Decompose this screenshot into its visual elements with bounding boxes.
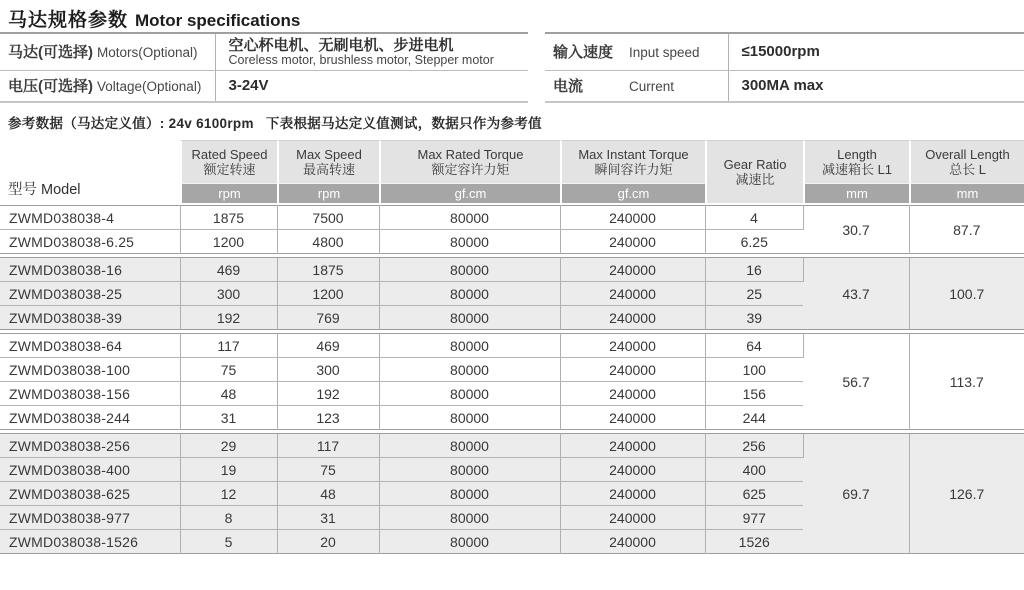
rated-speed-cell: 8 bbox=[180, 506, 277, 530]
main-spec-table bbox=[0, 140, 1024, 554]
value-main: 空心杯电机、无刷电机、步进电机 bbox=[228, 36, 454, 54]
gear-ratio-cell: 256 bbox=[705, 434, 803, 458]
max-speed-cell: 117 bbox=[277, 434, 379, 458]
gear-ratio-cell: 64 bbox=[705, 334, 803, 358]
max-instant-torque-cell: 240000 bbox=[560, 258, 705, 282]
rated-speed-cell: 12 bbox=[180, 482, 277, 506]
max-speed-cell: 1200 bbox=[277, 282, 379, 306]
table-row bbox=[0, 258, 1024, 282]
max-rated-torque-cell: 80000 bbox=[379, 434, 560, 458]
rated-speed-cell: 48 bbox=[180, 382, 277, 406]
motors-optional-label bbox=[0, 33, 215, 70]
model-cell: ZWMD038038-16 bbox=[0, 258, 180, 282]
model-cell: ZWMD038038-256 bbox=[0, 434, 180, 458]
rated-speed-cell: 1875 bbox=[180, 206, 277, 230]
column-header-max-rated-torque: Max Rated Torque 额定容许力矩 bbox=[379, 140, 560, 183]
gear-ratio-cell: 156 bbox=[705, 382, 803, 406]
max-rated-torque-cell: 80000 bbox=[379, 458, 560, 482]
max-rated-torque-cell: 80000 bbox=[379, 382, 560, 406]
table-row bbox=[0, 434, 1024, 458]
rated-speed-cell: 29 bbox=[180, 434, 277, 458]
max-speed-cell: 300 bbox=[277, 358, 379, 382]
model-cell: ZWMD038038-25 bbox=[0, 282, 180, 306]
model-cell: ZWMD038038-100 bbox=[0, 358, 180, 382]
overall-length-cell: 126.7 bbox=[949, 485, 985, 502]
unit-overall-length: mm bbox=[909, 183, 1024, 203]
max-instant-torque-cell: 240000 bbox=[560, 230, 705, 254]
model-cell: ZWMD038038-1526 bbox=[0, 530, 180, 554]
spec-group-table bbox=[0, 257, 1024, 330]
max-instant-torque-cell: 240000 bbox=[560, 530, 705, 554]
column-header-rated-speed: Rated Speed 额定转速 bbox=[180, 140, 277, 183]
max-rated-torque-cell: 80000 bbox=[379, 530, 560, 554]
column-header-model: 型号 Model bbox=[0, 140, 180, 203]
rated-speed-cell: 192 bbox=[180, 306, 277, 330]
column-header-max-instant-torque: Max Instant Torque 瞬间容许力矩 bbox=[560, 140, 705, 183]
max-speed-cell: 7500 bbox=[277, 206, 379, 230]
max-rated-torque-cell: 80000 bbox=[379, 306, 560, 330]
spec-group-table bbox=[0, 333, 1024, 430]
page-title bbox=[0, 0, 1024, 31]
column-header-length-l1: Length 减速箱长 L1 bbox=[803, 140, 909, 183]
model-cell: ZWMD038038-4 bbox=[0, 206, 180, 230]
gear-ratio-cell: 977 bbox=[705, 506, 803, 530]
max-rated-torque-cell: 80000 bbox=[379, 406, 560, 430]
rated-speed-cell: 117 bbox=[180, 334, 277, 358]
max-rated-torque-cell: 80000 bbox=[379, 230, 560, 254]
speed-current-table bbox=[545, 32, 1024, 103]
info-tables-row bbox=[0, 32, 1024, 103]
unit-max-speed: rpm bbox=[277, 183, 379, 203]
gear-ratio-cell: 244 bbox=[742, 409, 766, 426]
max-instant-torque-cell: 240000 bbox=[560, 306, 705, 330]
table-row bbox=[0, 70, 528, 102]
motors-optional-value bbox=[215, 33, 528, 70]
model-cell: ZWMD038038-400 bbox=[0, 458, 180, 482]
max-speed-cell: 469 bbox=[277, 334, 379, 358]
label-en: Motors(Optional) bbox=[97, 45, 198, 61]
length-l1-cell: 56.7 bbox=[803, 334, 909, 430]
max-rated-torque-cell: 80000 bbox=[379, 358, 560, 382]
label-en: Voltage(Optional) bbox=[97, 79, 202, 95]
max-instant-torque-cell: 240000 bbox=[560, 482, 705, 506]
gear-ratio-cell: 400 bbox=[705, 458, 803, 482]
current-value bbox=[728, 70, 1024, 102]
label-en: Current bbox=[629, 79, 675, 95]
max-speed-cell: 4800 bbox=[277, 230, 379, 254]
unit-max-rated-torque: gf.cm bbox=[379, 183, 560, 203]
max-speed-cell: 20 bbox=[277, 530, 379, 554]
value-main: 3-24V bbox=[228, 77, 269, 95]
max-rated-torque-cell: 80000 bbox=[379, 258, 560, 282]
max-instant-torque-cell: 240000 bbox=[560, 206, 705, 230]
label-en: Input speed bbox=[629, 45, 700, 61]
length-l1-cell: 30.7 bbox=[803, 206, 909, 254]
model-cell: ZWMD038038-64 bbox=[0, 334, 180, 358]
rated-speed-cell: 31 bbox=[180, 406, 277, 430]
label-zh: 输入速度 bbox=[553, 44, 614, 62]
page-title-en: Motor specifications bbox=[135, 11, 301, 30]
max-instant-torque-cell: 240000 bbox=[560, 382, 705, 406]
overall-length-cell: 87.7 bbox=[953, 221, 981, 238]
label-zh: 马达(可选择) bbox=[8, 44, 93, 62]
max-instant-torque-cell: 240000 bbox=[560, 334, 705, 358]
column-header-gear-ratio: Gear Ratio 减速比 bbox=[705, 140, 803, 203]
unit-max-instant-torque: gf.cm bbox=[560, 183, 705, 203]
input-speed-label bbox=[545, 33, 728, 70]
gear-ratio-cell: 39 bbox=[746, 309, 763, 326]
reference-note: 参考数据（马达定义值）: 24v 6100rpm 下表根据马达定义值测试，数据只作为参考值 bbox=[8, 116, 542, 131]
table-row bbox=[0, 206, 1024, 230]
voltage-optional-value bbox=[215, 70, 528, 102]
value-main: 300MA max bbox=[741, 77, 824, 95]
model-cell: ZWMD038038-6.25 bbox=[0, 230, 180, 254]
spec-groups bbox=[0, 205, 1024, 554]
length-l1-cell: 69.7 bbox=[803, 434, 909, 554]
max-speed-cell: 123 bbox=[277, 406, 379, 430]
length-l1-cell: 43.7 bbox=[803, 258, 909, 330]
spec-group-table bbox=[0, 433, 1024, 554]
gear-ratio-cell: 6.25 bbox=[740, 233, 768, 250]
rated-speed-cell: 300 bbox=[180, 282, 277, 306]
gear-ratio-cell: 1526 bbox=[738, 533, 770, 550]
label-zh: 电压(可选择) bbox=[8, 78, 93, 96]
rated-speed-cell: 1200 bbox=[180, 230, 277, 254]
gear-ratio-cell: 16 bbox=[705, 258, 803, 282]
unit-rated-speed: rpm bbox=[180, 183, 277, 203]
voltage-optional-label bbox=[0, 70, 215, 102]
overall-length-cell: 100.7 bbox=[949, 285, 985, 302]
rated-speed-cell: 75 bbox=[180, 358, 277, 382]
max-instant-torque-cell: 240000 bbox=[560, 458, 705, 482]
rated-speed-cell: 469 bbox=[180, 258, 277, 282]
max-speed-cell: 48 bbox=[277, 482, 379, 506]
column-header-overall-length: Overall Length 总长 L bbox=[909, 140, 1024, 183]
max-instant-torque-cell: 240000 bbox=[560, 434, 705, 458]
max-instant-torque-cell: 240000 bbox=[560, 506, 705, 530]
max-rated-torque-cell: 80000 bbox=[379, 334, 560, 358]
max-instant-torque-cell: 240000 bbox=[560, 406, 705, 430]
gear-ratio-cell: 25 bbox=[705, 282, 803, 306]
max-rated-torque-cell: 80000 bbox=[379, 206, 560, 230]
max-speed-cell: 769 bbox=[277, 306, 379, 330]
table-row bbox=[0, 334, 1024, 358]
max-speed-cell: 31 bbox=[277, 506, 379, 530]
max-instant-torque-cell: 240000 bbox=[560, 358, 705, 382]
model-cell: ZWMD038038-244 bbox=[0, 406, 180, 430]
unit-length-l1: mm bbox=[803, 183, 909, 203]
max-speed-cell: 75 bbox=[277, 458, 379, 482]
max-rated-torque-cell: 80000 bbox=[379, 482, 560, 506]
table-row bbox=[0, 33, 528, 70]
model-cell: ZWMD038038-977 bbox=[0, 506, 180, 530]
page-title-zh: 马达规格参数 bbox=[8, 10, 129, 31]
gear-ratio-cell: 625 bbox=[705, 482, 803, 506]
value-main: ≤15000rpm bbox=[741, 43, 820, 61]
label-zh: 电流 bbox=[553, 78, 584, 96]
main-table-header bbox=[0, 140, 1024, 203]
rated-speed-cell: 19 bbox=[180, 458, 277, 482]
header-row-titles bbox=[0, 140, 1024, 183]
gear-ratio-cell: 100 bbox=[705, 358, 803, 382]
overall-length-cell: 113.7 bbox=[949, 373, 984, 390]
max-rated-torque-cell: 80000 bbox=[379, 506, 560, 530]
current-label bbox=[545, 70, 728, 102]
max-speed-cell: 1875 bbox=[277, 258, 379, 282]
table-row bbox=[545, 33, 1024, 70]
value-sub: Coreless motor, brushless motor, Stepper motor bbox=[228, 52, 494, 67]
model-cell: ZWMD038038-625 bbox=[0, 482, 180, 506]
max-speed-cell: 192 bbox=[277, 382, 379, 406]
max-rated-torque-cell: 80000 bbox=[379, 282, 560, 306]
gear-ratio-cell: 4 bbox=[705, 206, 803, 230]
table-row bbox=[545, 70, 1024, 102]
max-instant-torque-cell: 240000 bbox=[560, 282, 705, 306]
model-cell: ZWMD038038-39 bbox=[0, 306, 180, 330]
motor-options-table bbox=[0, 32, 528, 103]
rated-speed-cell: 5 bbox=[180, 530, 277, 554]
input-speed-value bbox=[728, 33, 1024, 70]
model-cell: ZWMD038038-156 bbox=[0, 382, 180, 406]
column-header-max-speed: Max Speed 最高转速 bbox=[277, 140, 379, 183]
spec-group-table bbox=[0, 205, 1024, 254]
